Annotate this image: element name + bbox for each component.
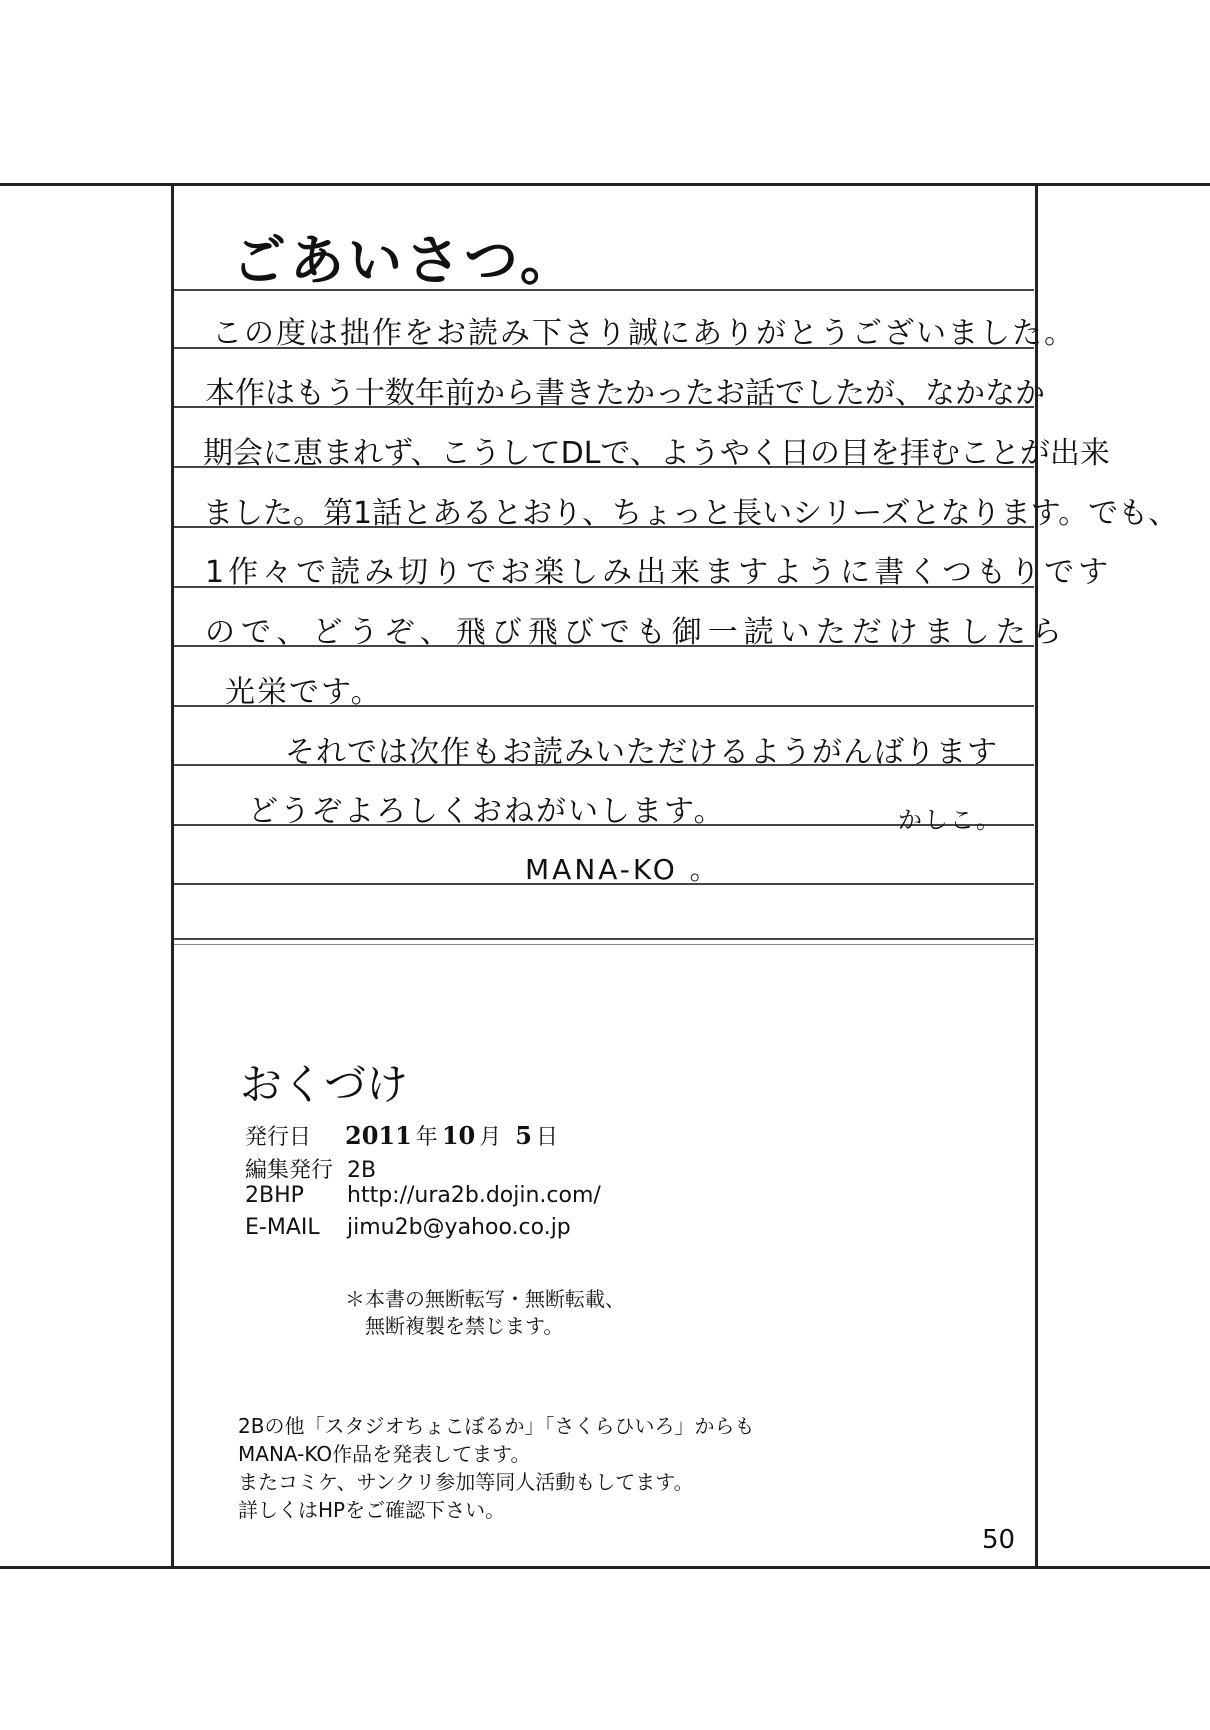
- ruled-line: [174, 944, 1034, 945]
- letter-line-2: 本作はもう十数年前から書きたかったお話でしたが、なかなか: [205, 376, 1045, 411]
- left-border: [171, 183, 174, 1569]
- email-row: [245, 1215, 571, 1240]
- info-line-2: MANA-KO作品を発表してます。: [238, 1442, 531, 1466]
- letter-line-1: この度は拙作をお読み下さり誠にありがとうございました。: [212, 316, 1076, 351]
- greeting-title: ごあいさつ。: [232, 229, 578, 292]
- letter-line-6: ので、どうぞ、飛び飛びでも御一読いただけましたら: [205, 615, 1068, 650]
- letter-line-7: 光栄です。: [225, 675, 383, 710]
- publish-date-label: 発行日: [245, 1125, 312, 1150]
- top-border: [0, 183, 1210, 186]
- year-unit: 年: [415, 1125, 438, 1150]
- letter-line-4: ました。第1話とあるとおり、ちょっと長いシリーズとなります。でも、: [203, 496, 1179, 531]
- letter-line-3: 期会に恵まれず、こうしてDLで、ようやく日の目を拝むことが出来: [203, 436, 1110, 471]
- info-line-1: 2Bの他「スタジオちょこぼるか」「さくらひいろ」からも: [238, 1414, 755, 1438]
- page-number: 50: [982, 1525, 1016, 1555]
- publisher-row: [245, 1153, 376, 1184]
- publish-year: 2011: [345, 1121, 412, 1150]
- bottom-border: [0, 1566, 1210, 1569]
- publish-month: 10: [441, 1121, 476, 1150]
- letter-line-8: それでは次作もお読みいただけるようがんばります: [285, 735, 998, 770]
- month-unit: 月: [479, 1125, 502, 1150]
- letter-closing: かしこ。: [898, 806, 1002, 834]
- publish-day: 5: [515, 1121, 532, 1150]
- letter-line-9: どうぞよろしくおねがいします。: [248, 794, 726, 829]
- publisher-label: 編集発行: [245, 1158, 334, 1183]
- day-unit: 日: [535, 1125, 558, 1150]
- info-line-3: またコミケ、サンクリ参加等同人活動もしてます。: [238, 1470, 694, 1494]
- homepage-url[interactable]: http://ura2b.dojin.com/: [347, 1183, 601, 1208]
- homepage-label: 2BHP: [245, 1183, 304, 1208]
- publish-date-row: [245, 1120, 558, 1151]
- letter-line-5: 1作々で読み切りでお楽しみ出来ますように書くつもりです: [205, 555, 1113, 590]
- ruled-line: [174, 938, 1034, 940]
- info-line-4: 詳しくはHPをご確認下さい。: [238, 1498, 506, 1522]
- publisher-name: 2B: [347, 1158, 377, 1183]
- copyright-notice-1: ＊本書の無断転写・無断転載、: [345, 1287, 625, 1311]
- copyright-notice-2: 無断複製を禁じます。: [365, 1314, 564, 1338]
- email-label: E-MAIL: [245, 1215, 320, 1240]
- homepage-row: [245, 1183, 601, 1208]
- letter-signature: MANA-KO 。: [525, 853, 721, 886]
- colophon-title: おくづけ: [240, 1060, 409, 1109]
- email-address[interactable]: jimu2b@yahoo.co.jp: [347, 1215, 571, 1240]
